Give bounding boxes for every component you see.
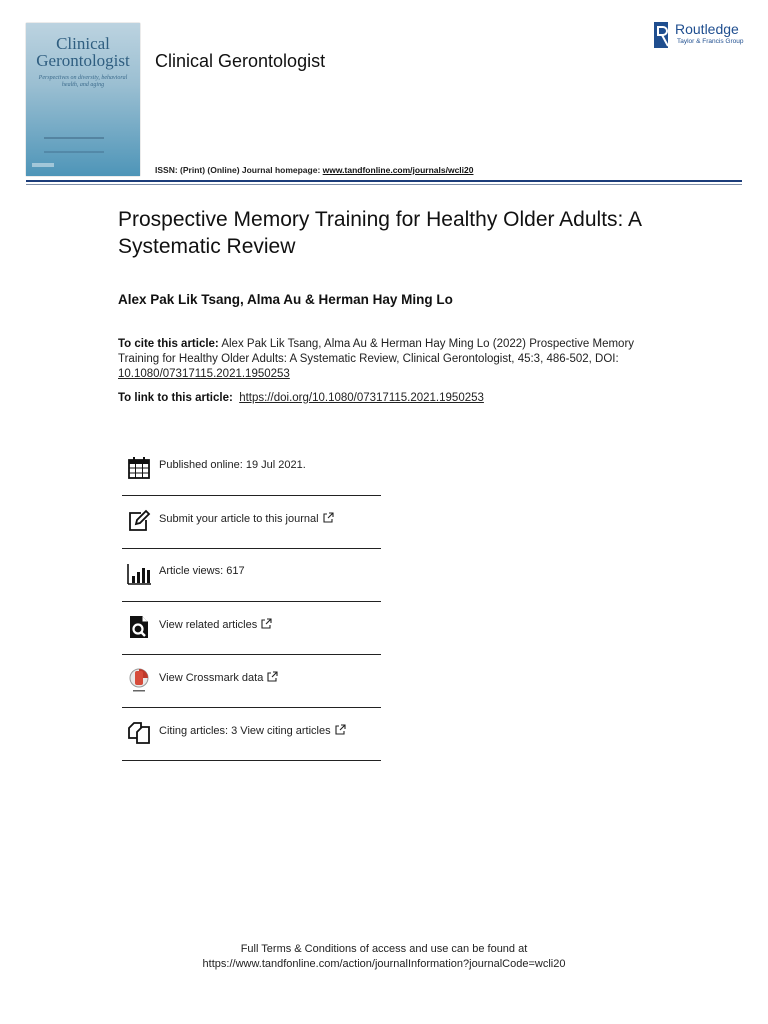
journal-homepage-link[interactable]: www.tandfonline.com/journals/wcli20 [322,165,474,175]
publisher-logo [653,20,749,50]
cover-title-line-1: Clinical [56,34,110,53]
related-articles-label[interactable] [159,618,272,631]
cite-label: To cite this article: [118,338,219,350]
cover-title [26,35,140,69]
article-info-list [122,443,381,761]
edit-icon [126,508,152,534]
submit-article-text[interactable]: Submit your article to this journal [159,513,319,525]
citation-block [118,337,678,382]
published-online-label: Published online: 19 Jul 2021. [159,459,306,471]
cover-publisher-mark [32,163,54,167]
cite-doi-link[interactable]: 10.1080/07317115.2021.1950253 [118,368,290,380]
journal-cover-image [26,23,140,176]
article-doi-link[interactable]: https://doi.org/10.1080/07317115.2021.1950253 [239,392,484,404]
crossmark-item[interactable] [122,655,381,708]
submit-article-item[interactable] [122,496,381,549]
article-views-item [122,549,381,602]
citing-articles-text[interactable]: Citing articles: 3 View citing articles [159,725,331,737]
terms-footer [0,942,768,972]
journal-name: Clinical Gerontologist [155,51,326,71]
citing-articles-item[interactable] [122,708,381,761]
external-link-icon [323,512,334,523]
calendar-icon [126,455,152,481]
footer-terms-link[interactable]: https://www.tandfonline.com/action/journalInformation?journalCode=wcli20 [202,958,566,970]
publisher-group: Taylor & Francis Group [677,38,744,45]
bar-chart-icon [126,561,152,587]
external-link-icon [335,724,346,735]
routledge-r-icon [653,20,673,50]
cover-title-line-2: Gerontologist [36,51,130,70]
cover-issue-info [44,137,104,153]
citing-articles-label[interactable] [159,724,346,737]
related-articles-text[interactable]: View related articles [159,619,258,631]
crossmark-icon [126,667,152,693]
related-articles-item[interactable] [122,602,381,655]
issn-line [155,165,473,175]
article-authors: Alex Pak Lik Tsang, Alma Au & Herman Hay Ming Lo [118,292,453,307]
cover-subtitle: Perspectives on diversity, behavioral health, and aging [38,75,128,88]
crossmark-text[interactable]: View Crossmark data [159,672,264,684]
footer-line-1: Full Terms & Conditions of access and use can be found at [240,943,528,955]
submit-article-label[interactable] [159,512,334,525]
article-link-block [118,391,678,406]
link-label: To link to this article: [118,392,236,404]
external-link-icon [261,618,272,629]
article-title: Prospective Memory Training for Healthy Older Adults: A Systematic Review [118,208,641,258]
related-doc-icon [126,614,152,640]
header-divider-thin [26,184,742,185]
cite-text: Alex Pak Lik Tsang, Alma Au & Herman Hay Ming Lo (2022) Prospective Memory Training for Healthy Older Adults: A Systematic Review, Clinical Gerontologist, 45:3, 486-502, DOI: [118,338,635,365]
published-online-item [122,443,381,496]
publisher-name: Routledge [675,21,739,37]
citing-icon [126,720,152,746]
article-views-label: Article views: 617 [159,565,245,577]
issn-prefix: ISSN: (Print) (Online) Journal homepage: [155,165,323,175]
header-divider [26,180,742,182]
external-link-icon [267,671,278,682]
crossmark-label[interactable] [159,671,278,684]
